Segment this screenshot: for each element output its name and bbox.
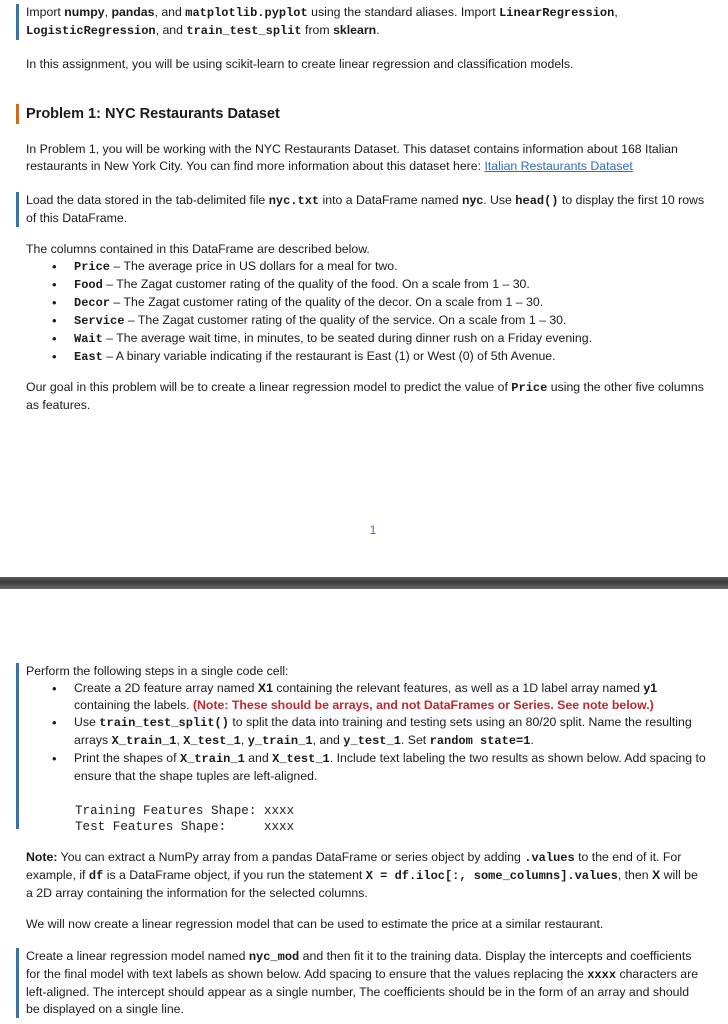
steps-instruction [16, 663, 706, 834]
lr-intro-text: We will now create a linear regression model that can be used to estimate the price at a similar restaurant. [26, 917, 604, 931]
list-item: • Price – The average price in US dollars for a meal for two. [26, 258, 706, 276]
page-number: 1 [369, 523, 377, 537]
goal-paragraph [26, 379, 706, 414]
columns-section [26, 241, 706, 366]
load-text: Load the data stored in the tab-delimited file nyc.txt into a DataFrame named nyc. Use head() to display the first 10 rows of this DataFrame. [26, 193, 705, 225]
assignment-intro [26, 56, 706, 73]
page-break [0, 577, 728, 589]
list-item: • Service – The Zagat customer rating of the quality of the service. On a scale from 1 – 30. [26, 312, 706, 330]
expected-output [75, 803, 706, 835]
problem-heading-block [16, 104, 706, 124]
output-line: Test Features Shape: xxxx [75, 820, 295, 834]
list-item: • East – A binary variable indicating if the restaurant is East (1) or West (0) of 5th Avenue. [26, 348, 706, 366]
dataset-link[interactable]: Italian Restaurants Dataset [484, 159, 633, 173]
problem-description-text: In Problem 1, you will be working with the NYC Restaurants Dataset. This dataset contains information about 168 Italian restaurants in New York City. You can find more information about this dataset here: Italian Restaurants Dataset [26, 142, 678, 173]
lr-instruction [16, 948, 706, 1018]
columns-intro: The columns contained in this DataFrame are described below. [26, 242, 370, 256]
values-note [26, 849, 706, 902]
lr-instruction-text: Create a linear regression model named nyc_mod and then fit it to the training data. Display the intercepts and coefficients for the final model with text labels as shown below. Add spacing to ensure that the values replacing the xxxx characters are left-aligned. The intercept should appear as a single number, The coefficients should be in the form of an array and should be displayed on a single line. [26, 949, 699, 1016]
load-instruction [16, 192, 706, 227]
steps-intro: Perform the following steps in a single code cell: [26, 664, 289, 678]
list-item: • Create a 2D feature array named X1 containing the relevant features, as well as a 1D label array named y1 containing the labels. (Note: These should be arrays, and not DataFrames or Series. See note below.) [26, 680, 706, 714]
problem-title: Problem 1: NYC Restaurants Dataset [26, 106, 280, 122]
list-item: • Use train_test_split() to split the data into training and testing sets using an 80/20 split. Name the resulting arrays X_train_1, X_test_1, y_train_1, and y_test_1. Set random state=1. [26, 714, 706, 750]
steps-list [26, 680, 706, 785]
values-note-text: Note: You can extract a NumPy array from a pandas DataFrame or series object by adding .values to the end of it. For example, if df is a DataFrame object, if you run the statement X = df.iloc[:, some_columns].values, then X will be a 2D array containing the information for the selected columns. [26, 850, 698, 900]
problem-description [26, 141, 706, 175]
page-2 [0, 589, 728, 1024]
goal-text: Our goal in this problem will be to create a linear regression model to predict the value of Price using the other five columns as features. [26, 380, 704, 412]
lr-intro [26, 916, 706, 933]
list-item: • Food – The Zagat customer rating of the quality of the food. On a scale from 1 – 30. [26, 276, 706, 294]
imports-instruction [16, 4, 706, 40]
imports-text: Import numpy, pandas, and matplotlib.pyplot using the standard aliases. Import LinearRegression, LogisticRegression, and train_test_split from sklearn. [26, 5, 618, 38]
list-item: • Print the shapes of X_train_1 and X_test_1. Include text labeling the two results as shown below. Add spacing to ensure that the shape tuples are left-aligned. [26, 750, 706, 785]
columns-list [26, 258, 706, 366]
list-item: • Decor – The Zagat customer rating of the quality of the decor. On a scale from 1 – 30. [26, 294, 706, 312]
list-item: • Wait – The average wait time, in minutes, to be seated during dinner rush on a Friday evening. [26, 330, 706, 348]
assignment-intro-text: In this assignment, you will be using scikit-learn to create linear regression and classification models. [26, 57, 574, 71]
output-line: Training Features Shape: xxxx [75, 804, 295, 818]
